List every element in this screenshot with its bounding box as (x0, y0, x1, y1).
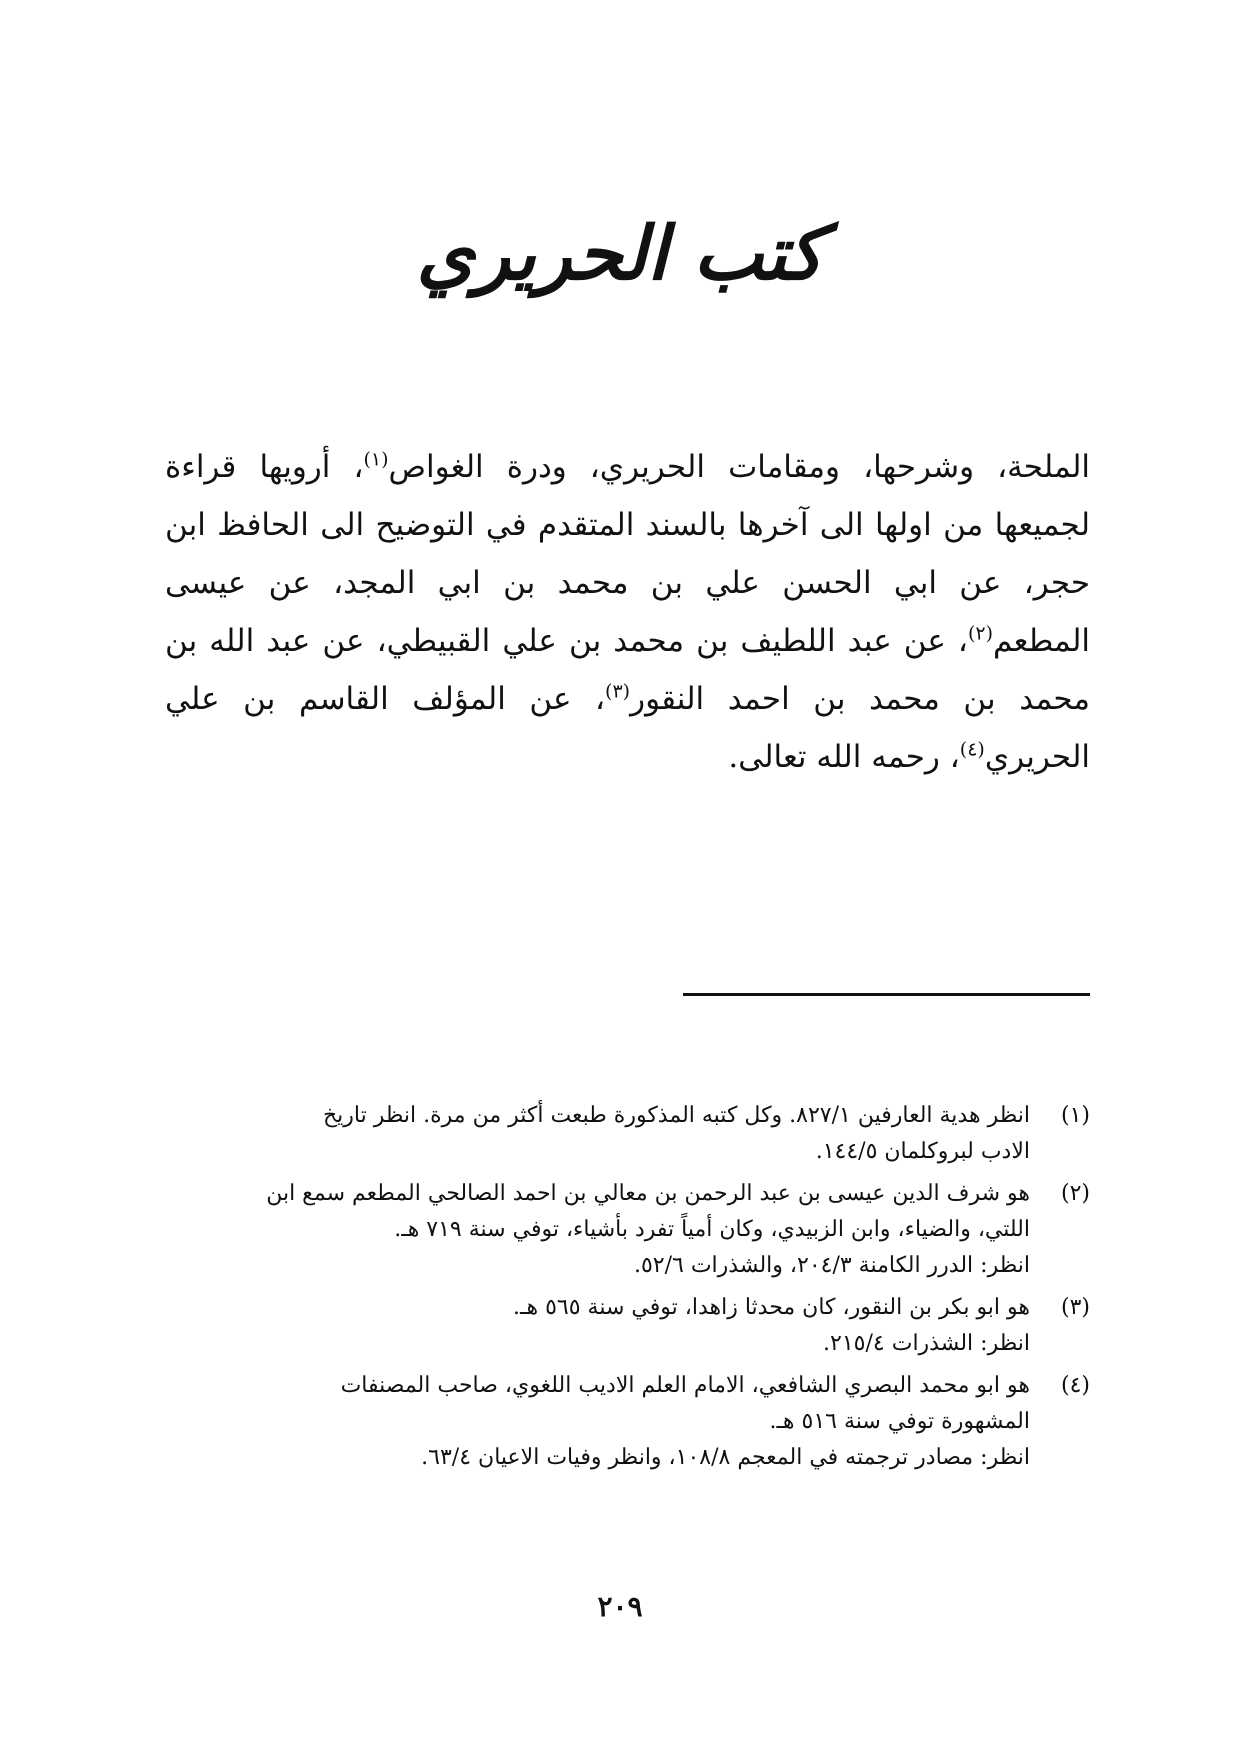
footnote-line: هو ابو محمد البصري الشافعي، الامام العلم الاديب اللغوي، صاحب المصنفات (340, 1373, 1030, 1398)
footnote-line: انظر: مصادر ترجمته في المعجم ١٠٨/٨، وانظر وفيات الاعيان ٦٣/٤. (421, 1445, 1030, 1470)
footnote-line: هو ابو بكر بن النقور، كان محدثا زاهدا، توفي سنة ٥٦٥ هـ. (513, 1295, 1030, 1320)
page-number: ٢٠٩ (597, 1590, 643, 1623)
footnote-number: (١) (1060, 1103, 1090, 1128)
footnotes (165, 1098, 1090, 1482)
footnote-2 (165, 1176, 1090, 1284)
footnote-4 (165, 1368, 1090, 1476)
footnote-number: (٣) (1060, 1295, 1090, 1320)
footnote-line: هو شرف الدين عيسى بن عبد الرحمن بن معالي بن احمد الصالحي المطعم سمع ابن (266, 1181, 1030, 1206)
body-line-3: الحافظ ابن حجر، عن ابي الحسن علي بن محمد بن ابي المجد، عن عيسى (165, 507, 1090, 601)
footnote-text (165, 1176, 1030, 1284)
footnote-ref-1[interactable]: (١) (363, 448, 389, 471)
body-line-1: الملحة، وشرحها، ومقامات الحريري، ودرة الغواص$^{(١)}$، أرويها (259, 448, 1090, 485)
footnote-line: الادب لبروكلمان ١٤٤/٥. (815, 1139, 1030, 1164)
footnote-ref-4[interactable]: (٤) (959, 738, 985, 761)
footnote-text (165, 1098, 1030, 1170)
body-paragraph (165, 438, 1090, 786)
body-line-6: رحمه الله تعالى. (728, 739, 940, 775)
footnote-line: اللتي، والضياء، وابن الزبيدي، وكان أمياً تفرد بأشياء، توفي سنة ٧١٩ هـ. (394, 1217, 1030, 1242)
footnote-number: (٤) (1060, 1373, 1090, 1398)
footnote-text (165, 1290, 1030, 1362)
body-line-5: محمد بن محمد بن احمد النقور$^{(٣)}$، عن المؤلف القاسم بن علي الحريري$^{(٤)}$، (165, 680, 1090, 775)
footnote-1 (165, 1098, 1090, 1170)
footnote-line: انظر: الشذرات ٢١٥/٤. (823, 1331, 1030, 1356)
body-line-4: المطعم$^{(٢)}$، عن عبد اللطيف بن محمد بن علي القبيطي، عن عبد الله بن (165, 622, 1090, 659)
footnote-separator (683, 993, 1090, 996)
footnote-ref-3[interactable]: (٣) (605, 680, 631, 703)
body-line-2: قراءة لجميعها من اولها الى آخرها بالسند المتقدم في التوضيح الى (165, 449, 1091, 543)
footnote-number: (٢) (1060, 1181, 1090, 1206)
footnote-line: انظر: الدرر الكامنة ٢٠٤/٣، والشذرات ٥٢/٦. (633, 1253, 1030, 1278)
footnote-ref-2[interactable]: (٢) (967, 622, 993, 645)
footnote-text (165, 1368, 1030, 1476)
footnote-3 (165, 1290, 1090, 1362)
chapter-title: كتب الحريري (416, 211, 824, 297)
footnote-line: انظر هدية العارفين ٨٢٧/١. وكل كتبه المذكورة طبعت أكثر من مرة. انظر تاريخ (322, 1103, 1030, 1128)
footnote-line: المشهورة توفي سنة ٥١٦ هـ. (769, 1409, 1030, 1434)
